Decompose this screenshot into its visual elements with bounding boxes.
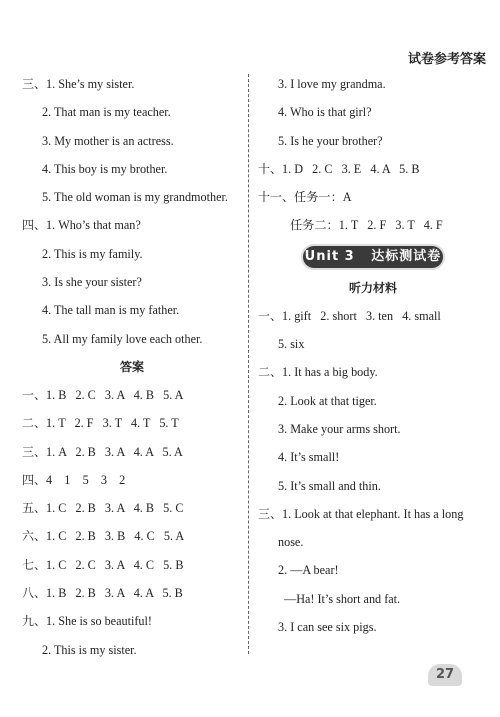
answer-line: 任务二：1. T 2. F 3. T 4. F (290, 218, 443, 233)
answer-line: 三、1. Look at that elephant. It has a long (258, 506, 464, 521)
answer-line: 3. Is she your sister? (42, 275, 142, 290)
listening-section-title: 听力材料 (348, 280, 397, 295)
answer-line: 二、1. It has a big body. (258, 365, 378, 380)
right-column (258, 70, 488, 641)
column-divider (248, 74, 249, 654)
left-column (22, 70, 242, 664)
answer-line: 4. The tall man is my father. (42, 303, 180, 318)
answer-line: 二、1. T 2. F 3. T 4. T 5. T (22, 416, 179, 431)
answers-section-title: 答案 (119, 359, 144, 374)
answer-line: 九、1. She is so beautiful! (22, 614, 152, 629)
answer-line: 三、1. A 2. B 3. A 4. A 5. A (22, 444, 183, 459)
answer-line: 2. That man is my teacher. (42, 105, 171, 120)
answer-line: 5. It’s small and thin. (278, 478, 381, 493)
answer-line: 5. Is he your brother? (278, 133, 383, 148)
answer-line: —Ha! It’s short and fat. (284, 591, 401, 606)
answer-line: 七、1. C 2. C 3. A 4. C 5. B (22, 557, 184, 572)
answer-line: 5. six (278, 337, 305, 352)
answer-line: 2. This is my sister. (42, 642, 137, 657)
answer-line: 3. Make your arms short. (278, 421, 401, 436)
answer-line: 四、1. Who’s that man? (22, 218, 141, 233)
answer-line: 3. I can see six pigs. (278, 620, 377, 635)
answer-line: 一、1. B 2. C 3. A 4. B 5. A (22, 387, 184, 402)
answer-line: 一、1. gift 2. short 3. ten 4. small (258, 308, 441, 323)
answer-line: 2. This is my family. (42, 246, 143, 261)
answer-line: 5. The old woman is my grandmother. (42, 190, 228, 205)
answer-line: 3. My mother is an actress. (42, 133, 174, 148)
answer-line: 2. —A bear! (278, 563, 339, 578)
answer-line: nose. (278, 535, 304, 550)
answer-line: 四、4 1 5 3 2 (22, 472, 126, 487)
answer-line: 5. All my family love each other. (42, 331, 203, 346)
answer-line: 十一、任务一：A (258, 190, 352, 205)
page-number: 27 (428, 664, 462, 686)
answer-line: 4. It’s small! (278, 450, 340, 465)
page-header-title: 试卷参考答案 (407, 52, 486, 67)
answer-line: 六、1. C 2. B 3. B 4. C 5. A (22, 529, 185, 544)
answer-line: 3. I love my grandma. (278, 77, 386, 91)
answer-line: 十、1. D 2. C 3. E 4. A 5. B (258, 161, 420, 176)
answer-line: 五、1. C 2. B 3. A 4. B 5. C (22, 501, 184, 516)
answer-line: 八、1. B 2. B 3. A 4. A 5. B (22, 586, 183, 601)
answer-line: 4. This boy is my brother. (42, 161, 168, 176)
answer-line: 4. Who is that girl? (278, 105, 372, 120)
unit-banner: Unit 3 达标测试卷 (303, 246, 443, 268)
answer-line: 三、1. She’s my sister. (22, 77, 135, 91)
answer-line: 2. Look at that tiger. (278, 393, 377, 408)
